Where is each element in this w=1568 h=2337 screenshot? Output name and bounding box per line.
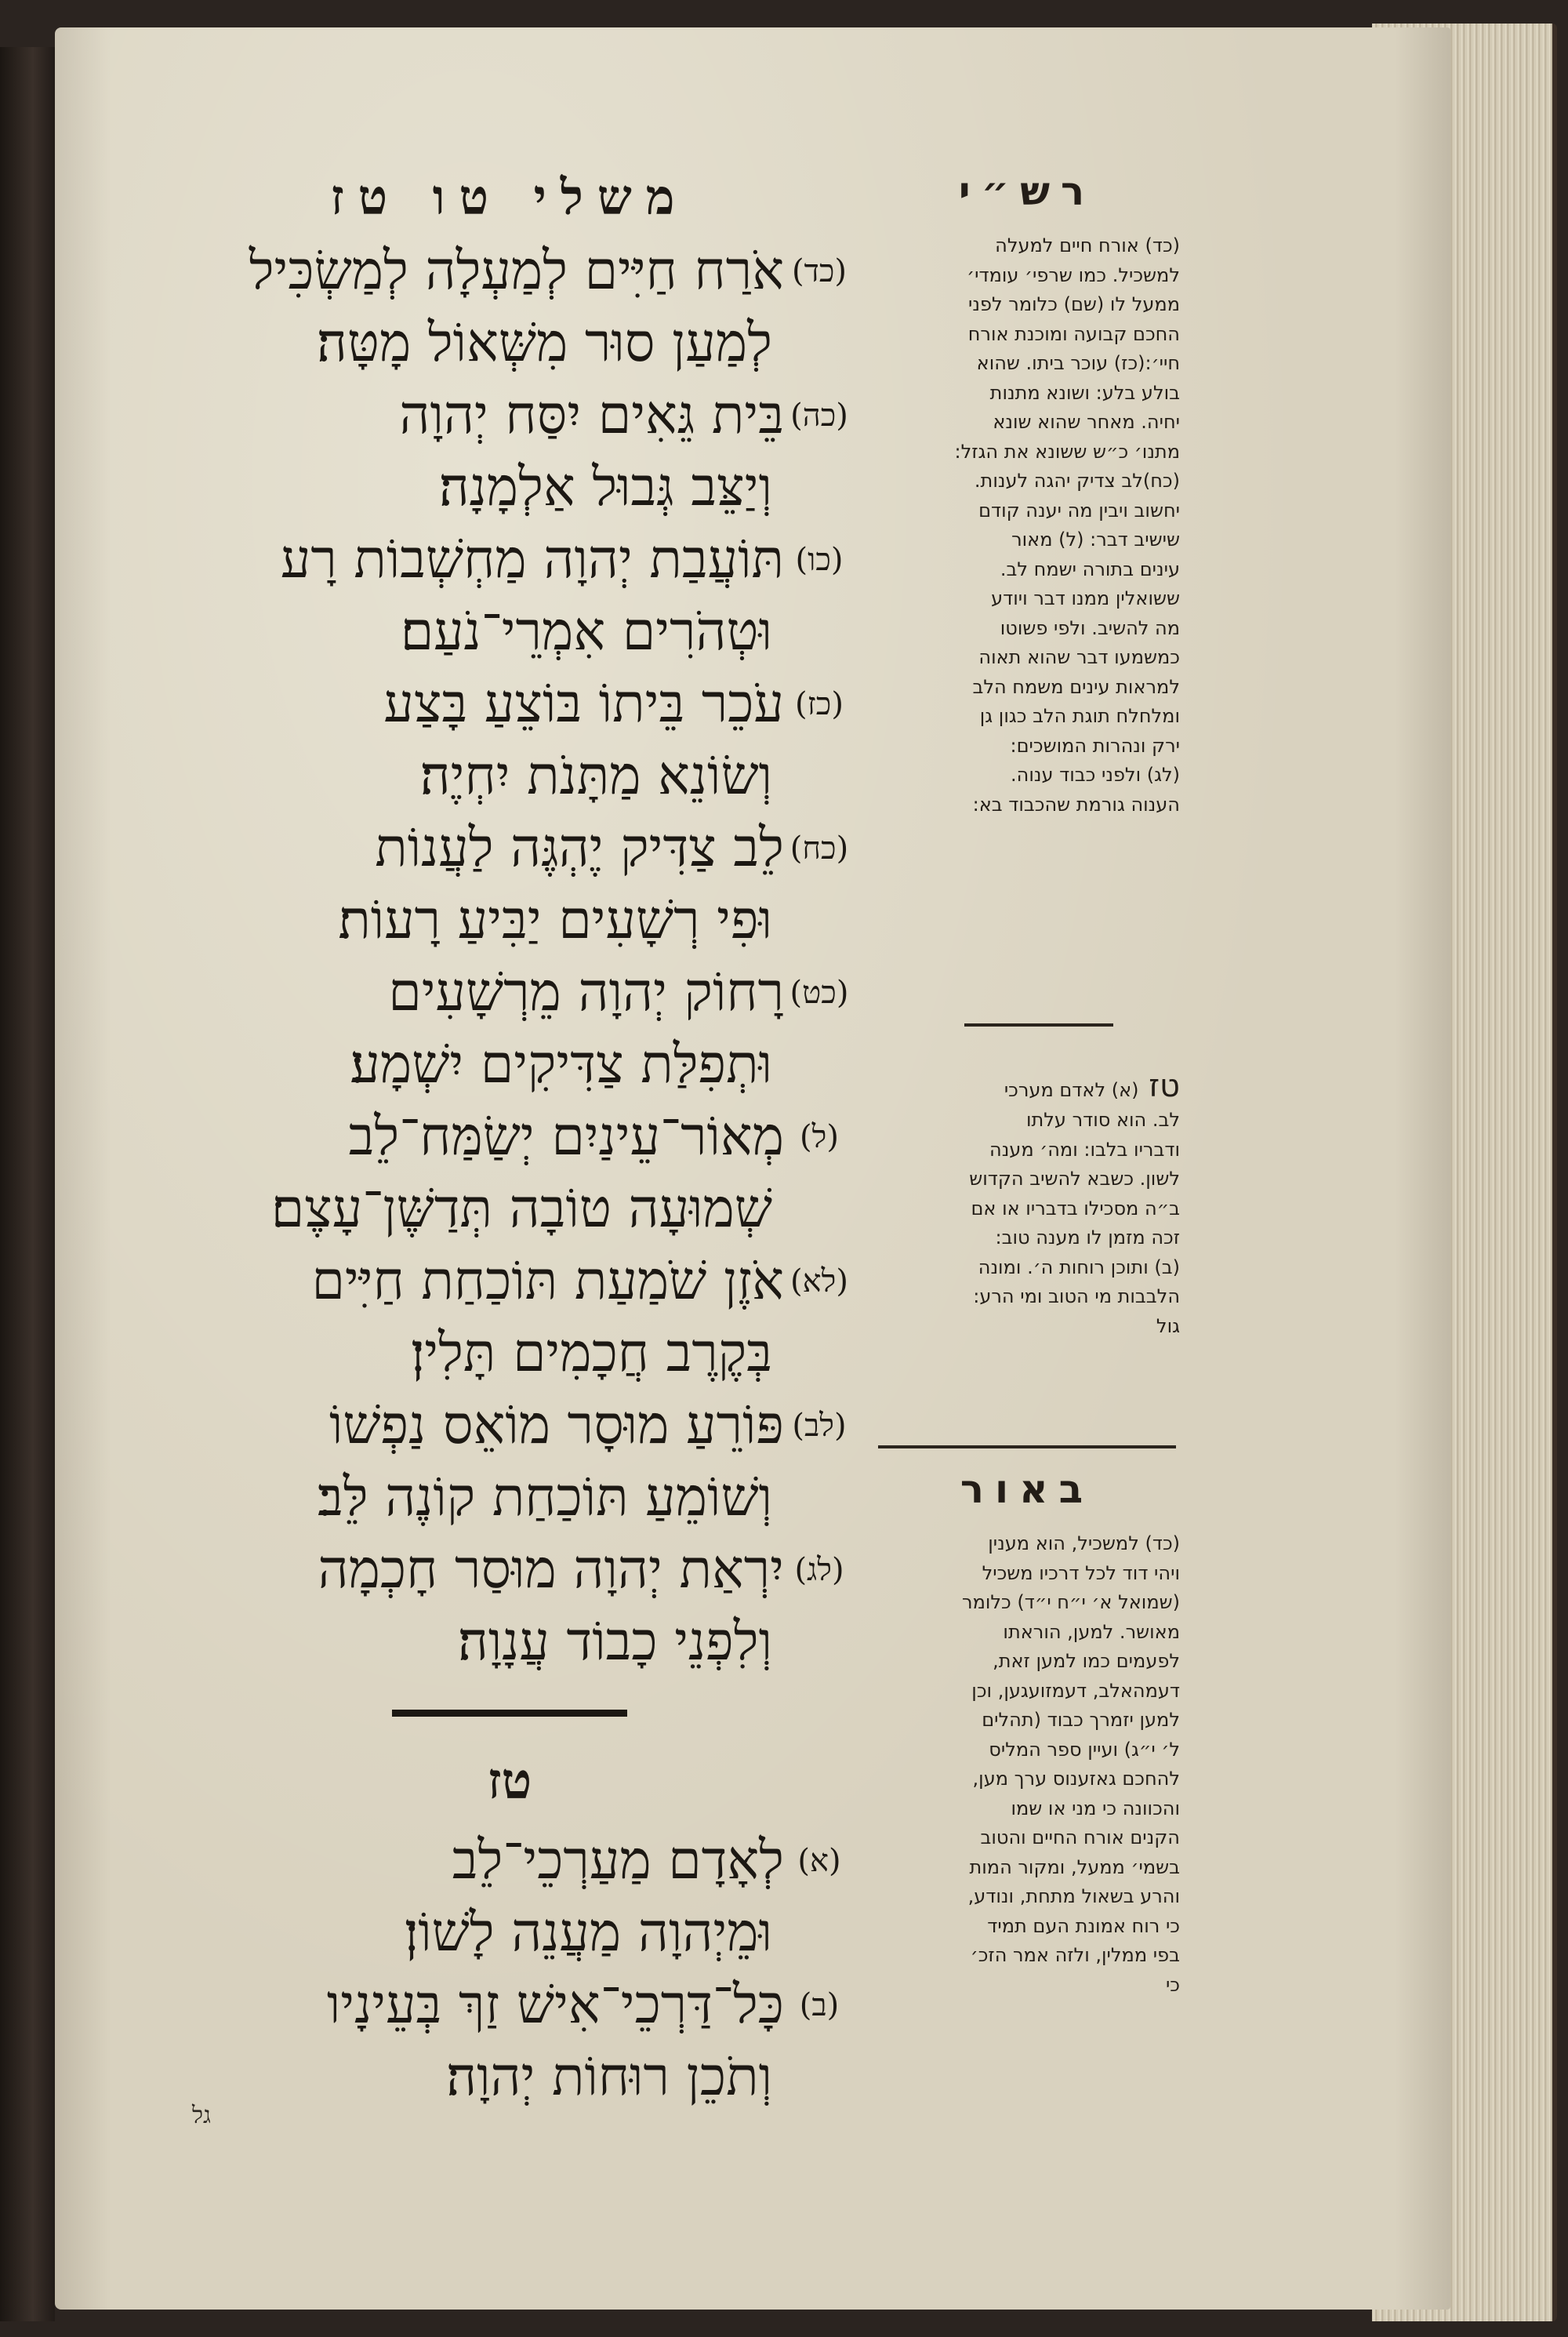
- commentary-line: חיי׳:(כז) עוכר ביתו. שהוא: [976, 352, 1180, 374]
- commentary-line: הענוה גורמת שהכבוד בא:: [972, 793, 1180, 816]
- commentary-line: למען יזמרך כבוד (תהלים: [982, 1709, 1180, 1731]
- verse-number: (לג): [794, 1552, 844, 1588]
- verse-text: תּוֹעֲבַת יְהוָה מַחְשְׁבוֹת רָע: [280, 529, 784, 591]
- commentary-line: (לג) ולפני כבוד ענוה.: [1011, 764, 1180, 786]
- commentary-line: יחשוב ויבין מה יענה קודם: [978, 499, 1180, 522]
- commentary-line: לפעמים כמו למען זאת,: [993, 1650, 1180, 1672]
- verse-line-1: [165, 1245, 855, 1318]
- commentary-divider-rule: [878, 1445, 1176, 1448]
- rashi-title: רש״י: [958, 169, 1096, 214]
- verse-number: (לב): [792, 1408, 847, 1444]
- commentary-line: (כד) אורח חיים למעלה: [995, 234, 1180, 256]
- commentary-line: כי: [1165, 1973, 1180, 1996]
- verse-26: [165, 524, 855, 668]
- commentary-line: ששואלין ממנו דבר ויודע: [991, 587, 1180, 609]
- rashi-commentary-section-a: [874, 169, 1180, 820]
- commentary-chapter-label-text: טז: [1149, 1068, 1180, 1104]
- commentary-line: (שמואל א׳ י״ח י״ד) כלומר: [962, 1591, 1180, 1613]
- commentary-divider-rule: [964, 1023, 1113, 1027]
- verse-number: (כח): [789, 830, 849, 867]
- verse-number: (כז): [795, 686, 844, 722]
- verse-line-1: [165, 235, 855, 307]
- verse-text: אֹרַח חַיִּים לְמַעְלָה לְמַשְׂכִּיל: [249, 240, 784, 302]
- verse-line-2: וְשׂוֹנֵא מַתָּנֹת יִחְיֶה׃: [419, 745, 772, 807]
- verse-27: [165, 668, 855, 812]
- commentary-line: דעמהאלב, דעמזועגען, וכן: [971, 1679, 1180, 1702]
- verse-number: (כד): [792, 253, 847, 289]
- commentary-line: גול: [1156, 1314, 1180, 1337]
- verse-24: [165, 235, 855, 380]
- biur-title: באור: [960, 1467, 1094, 1512]
- commentary-line: למראות עינים משמח הלב: [972, 675, 1180, 698]
- verse-line-1: [165, 524, 855, 596]
- verse-line-2: וְיַצֵּב גְּבוּל אַלְמָנָה׃: [438, 456, 772, 518]
- verse-text: לְאָדָם מַעַרְכֵי־לֵב: [452, 1830, 784, 1892]
- commentary-line: כמשמעו דבר שהוא תאוה: [978, 646, 1180, 668]
- verse-28: [165, 812, 855, 957]
- commentary-line: בשמי׳ ממעל, ומקור המות: [969, 1855, 1180, 1878]
- verse-line-1: [165, 1969, 855, 2041]
- verse-line-1: [165, 668, 855, 740]
- commentary-line: עינים בתורה ישמח לב.: [1000, 558, 1180, 580]
- commentary-line: שישיב דבר: (ל) מאור: [1011, 529, 1180, 551]
- commentary-line: ל׳ י״ג) ועיין ספר המליס: [989, 1738, 1180, 1761]
- verse-30: [165, 1101, 855, 1245]
- commentary-line: ודבריו בלבו: ומה׳ מענה: [989, 1138, 1180, 1161]
- verse-line-2: לְמַעַן סוּר מִשְּׁאוֹל מָטָּה׃: [316, 312, 772, 374]
- verse-text: אֹזֶן שֹׁמַעַת תּוֹכַחַת חַיִּים: [311, 1250, 784, 1312]
- verse-text: לֵב צַדִּיק יֶהְגֶּה לַעֲנוֹת: [375, 817, 784, 879]
- verse-line-1: [165, 957, 855, 1029]
- verse-text: כָּל־דַּרְכֵי־אִישׁ זַךְ בְּעֵינָיו: [326, 1974, 784, 2036]
- verse-text: בֵּית גֵּאִים יִסַּח יְהוָה: [399, 384, 784, 446]
- commentary-line: (כד) למשכיל, הוא מענין: [988, 1532, 1180, 1554]
- verse-line-1: [165, 1825, 855, 1897]
- verse-32: [165, 1390, 855, 1534]
- verse-line-1: [165, 380, 855, 452]
- commentary-line: מאושר. למען, הוראתו: [1003, 1620, 1180, 1643]
- verse-line-1: [165, 812, 855, 885]
- verse-number: (ב): [799, 1987, 840, 2023]
- verse-25: [165, 380, 855, 524]
- commentary-line: והרע בשאול מתחת, ונודע,: [967, 1885, 1180, 1907]
- verse-line-2: שְׁמוּעָה טוֹבָה תְּדַשֶּׁן־עָצֶם׃: [270, 1178, 772, 1240]
- verse-line-1: [165, 1390, 855, 1462]
- commentary-line: ב״ה מסכילו בדבריו או אם: [971, 1197, 1180, 1219]
- verse-number: (א): [797, 1843, 841, 1879]
- verse-line-2: וּטְהֹרִים אִמְרֵי־נֹעַם׃: [400, 601, 772, 663]
- verse-line-2: וְשׁוֹמֵעַ תּוֹכַחַת קוֹנֶה לֵּב׃: [318, 1467, 772, 1528]
- verse-31: [165, 1245, 855, 1390]
- commentary-line: מה להשיב. ולפי פשוטו: [1000, 616, 1180, 639]
- commentary-line: ומלחלח תוגת הלב כגון גן: [979, 705, 1180, 727]
- verse-line-1: [165, 1101, 855, 1173]
- verse-line-2: וְתֹכֵן רוּחוֹת יְהוָה׃: [445, 2046, 772, 2108]
- verse-number: (ל): [800, 1119, 839, 1155]
- verse-29: [165, 957, 855, 1101]
- commentary-line: לשון. כשבא להשיב הקדוש: [969, 1168, 1180, 1190]
- verse-number: (כו): [795, 542, 844, 578]
- commentary-line: הקנים אורח החיים והטוב: [980, 1826, 1180, 1848]
- verse-text: עֹכֵר בֵּיתוֹ בּוֹצֵעַ בָּצַע: [383, 673, 784, 735]
- verse-number: (כה): [790, 398, 848, 434]
- commentary-line: החכם קבועה ומוכנת אורח: [967, 322, 1180, 345]
- commentary-line: והכוונה כי מני או שמו: [1011, 1797, 1180, 1819]
- chapter-divider-rule: [392, 1710, 627, 1717]
- commentary-line: מתנו׳ כ״ש ששונא את הגזל:: [954, 440, 1180, 463]
- running-header: משלי טו טז: [330, 169, 689, 226]
- commentary-line: זכה מזמן לו מענה טוב:: [995, 1227, 1180, 1248]
- commentary-line: יחיה. מאחר שהוא שונא: [993, 411, 1180, 433]
- commentary-line: להחכם גאזענוס ערך מען,: [972, 1768, 1180, 1790]
- verse-line-2: וּפִי רְשָׁעִים יַבִּיעַ רָעוֹת׃: [338, 889, 772, 951]
- main-text-column: [165, 169, 855, 2113]
- commentary-line: (ב) ותוכן רוחות ה׳. ומונה: [978, 1256, 1180, 1278]
- chapter-heading: טז: [487, 1752, 532, 1811]
- commentary-line: למשכיל. כמו שרפי׳ עומדי׳: [967, 264, 1180, 286]
- commentary-line: ירק ונהרות המושכים:: [1010, 734, 1180, 757]
- verse-number: (כט): [789, 975, 849, 1011]
- commentary-line: כי רוח אמונת העם תמיד: [987, 1914, 1180, 1937]
- commentary-line: (א) לאדם מערכי: [1004, 1079, 1139, 1101]
- commentary-line: (כח)לב צדיק יהגה לענות.: [974, 470, 1180, 492]
- book-cover-edge: [0, 47, 55, 2321]
- verse-number: (לא): [790, 1263, 848, 1299]
- commentary-line: לב. הוא סודר עלתו: [1025, 1109, 1180, 1131]
- commentary-line: הלבבות מי הטוב ומי הרע:: [973, 1285, 1180, 1307]
- commentary-line: בפי ממלין, ולזה אמר הזכ׳: [970, 1944, 1180, 1966]
- verse-16-2: [165, 1969, 855, 2113]
- rashi-commentary-section-b: [874, 1067, 1180, 1341]
- verse-text: יִרְאַת יְהוָה מוּסַר חָכְמָה: [318, 1539, 784, 1601]
- verse-line-2: וְלִפְנֵי כָבוֹד עֲנָוָה׃: [457, 1611, 772, 1673]
- commentary-line: ממעל לו (שם) כלומר לפני: [968, 293, 1180, 315]
- verse-line-2: וּתְפִלַּת צַדִּיקִים יִשְׁמָע׃: [350, 1034, 772, 1096]
- commentary-line: בולע בלע: ושונא מתנות: [989, 381, 1180, 404]
- verse-text: רָחוֹק יְהוָה מֵרְשָׁעִים: [388, 961, 784, 1023]
- commentary-chapter-label: [874, 1067, 1180, 1106]
- verse-text: מְאוֹר־עֵינַיִם יְשַׂמַּח־לֵב: [348, 1106, 784, 1168]
- verse-16-1: [165, 1825, 855, 1969]
- biur-commentary: [874, 1467, 1180, 2000]
- verse-line-2: בְּקֶרֶב חֲכָמִים תָּלִין׃: [410, 1322, 772, 1384]
- printer-signature-mark: גל: [192, 2102, 211, 2129]
- verse-line-1: [165, 1534, 855, 1606]
- commentary-line: ויהי דוד לכל דרכיו משכיל: [982, 1561, 1180, 1584]
- verse-line-2: וּמֵיְהוָה מַעֲנֵה לָשׁוֹן׃: [404, 1902, 772, 1964]
- verse-text: פּוֹרֵעַ מוּסָר מוֹאֵס נַפְשׁוֹ: [328, 1394, 784, 1456]
- verse-33: [165, 1534, 855, 1678]
